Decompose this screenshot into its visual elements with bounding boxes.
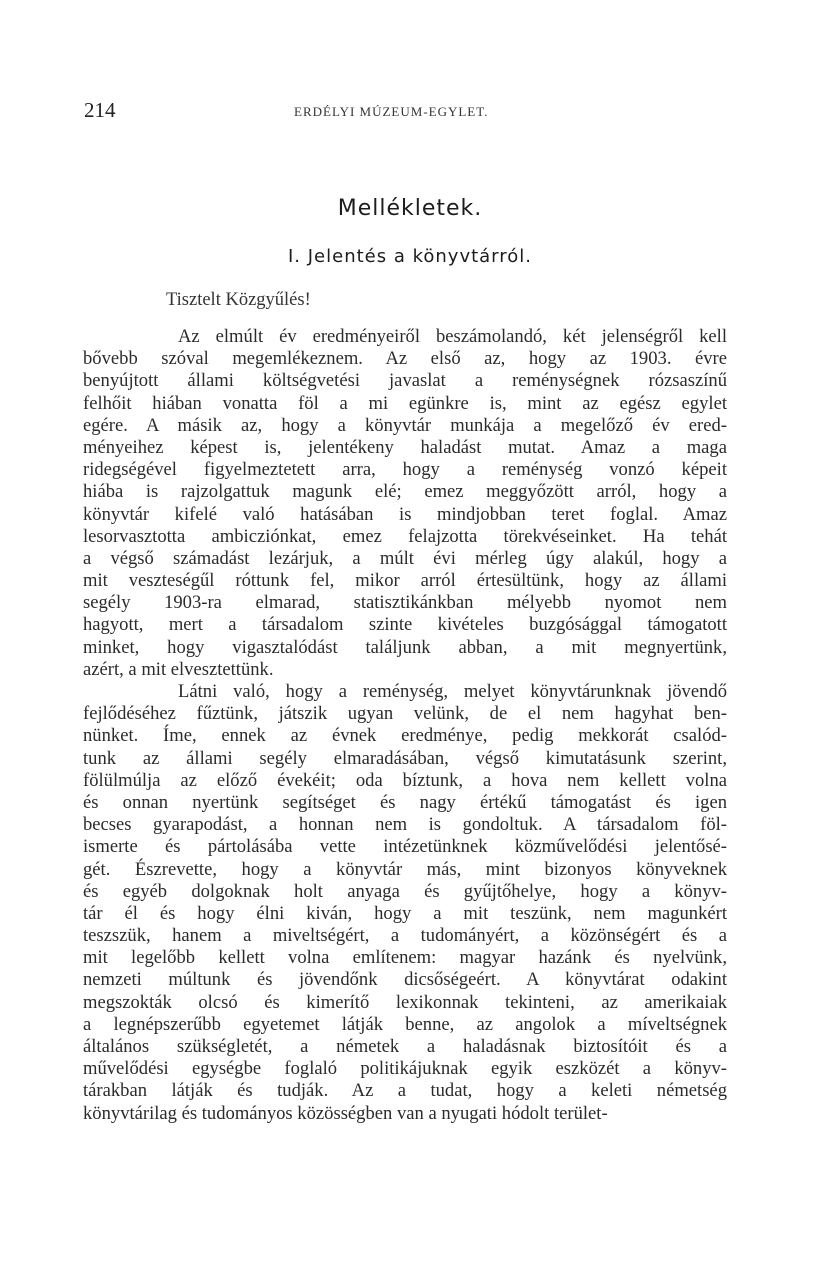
text-line: könyvtár kifelé való hatásában is mindjobban teret foglal. Amaz bbox=[83, 503, 727, 525]
text-line: segély 1903-ra elmarad, statisztikánkban mélyebb nyomot nem bbox=[83, 592, 727, 614]
text-line: becses gyarapodást, a honnan nem is gondoltuk. A társadalom föl- bbox=[83, 814, 727, 836]
text-line: ridegségével figyelmeztetett arra, hogy a reménység vonzó képeit bbox=[83, 459, 727, 481]
text-line: ményeihez képest is, jelentékeny haladást mutat. Amaz a maga bbox=[83, 436, 727, 458]
text-line: nemzeti múltunk és jövendőnk dicsőségeért. A könyvtárat odakint bbox=[83, 969, 727, 991]
text-line: általános szükségletét, a németek a haladásnak biztosítóit és a bbox=[83, 1036, 727, 1057]
text-line: bővebb szóval megemlékeznem. Az első az, hogy az 1903. évre bbox=[83, 348, 727, 370]
text-line: és onnan nyertünk segítséget és nagy értékű támogatást és igen bbox=[83, 791, 727, 813]
text-line: tunk az állami segély elmaradásában, végső kimutatásunk szerint, bbox=[83, 747, 727, 769]
text-line: a legnépszerűbb egyetemet látják benne, az angolok a míveltségnek bbox=[83, 1013, 727, 1035]
text-line: benyújtott állami költségvetési javaslat a reménységnek rózsaszínű bbox=[83, 370, 727, 392]
text-line: Látni való, hogy a reménység, melyet könyvtárunknak jövendő bbox=[178, 681, 727, 702]
text-line: tárakban látják és tudják. Az a tudat, hogy a keleti németség bbox=[83, 1080, 727, 1102]
text-line: azért, a mit elvesztettünk. bbox=[83, 658, 274, 680]
text-line: fölülmúlja az előző évekéit; oda bíztunk, a hova nem kellett volna bbox=[83, 769, 727, 791]
text-line: egére. A másik az, hogy a könyvtár munkája a megelőző év ered- bbox=[83, 414, 727, 436]
text-line: hiába is rajzolgattuk magunk elé; emez meggyőzött arról, hogy a bbox=[83, 481, 727, 503]
text-line: mit legelőbb kellett volna említenem: magyar hazánk és nyelvünk, bbox=[83, 947, 727, 969]
text-line: művelődési egységbe foglaló politikájuknak egyik eszközét a könyv- bbox=[83, 1058, 727, 1080]
text-line: fejlődéséhez fűztünk, játszik ugyan velünk, de el nem hagyhat ben- bbox=[83, 703, 727, 725]
text-line: teszszük, hanem a miveltségért, a tudományért, a közönségért és a bbox=[83, 925, 727, 947]
text-line: nünket. Íme, ennek az évnek eredménye, pedig mekkorát csalód- bbox=[83, 725, 727, 747]
page-number: 214 bbox=[84, 98, 116, 122]
text-line: Az elmúlt év eredményeiről beszámolandó, két jelenségről kell bbox=[178, 326, 727, 347]
text-line: lesorvasztotta ambicziónkat, emez felajzotta törekvéseinket. Ha tehát bbox=[83, 525, 727, 547]
section-title: Mellékletek. bbox=[337, 196, 483, 221]
text-line: ismerte és pártolásába vette intézetünknek közművelődési jelentősé- bbox=[83, 836, 727, 858]
text-line: felhőit hiában vonatta föl a mi egünkre is, mint az egész egylet bbox=[83, 392, 727, 414]
text-line: és egyéb dolgoknak holt anyaga és gyűjtőhelye, hogy a könyv- bbox=[83, 880, 727, 902]
running-header: ERDÉLYI MÚZEUM-EGYLET. bbox=[294, 104, 489, 119]
text-line: a végső számadást lezárjuk, a múlt évi mérleg úgy alakúl, hogy a bbox=[83, 547, 727, 569]
text-line: tár él és hogy élni kiván, hogy a mit teszünk, nem magunkért bbox=[83, 902, 727, 924]
subsection-title: I. Jelentés a könyvtárról. bbox=[287, 246, 533, 267]
text-line: könyvtárilag és tudományos közösségben van a nyugati hódolt terület- bbox=[83, 1102, 608, 1124]
text-line: minket, hogy vigasztalódást találjunk abban, a mit megnyertünk, bbox=[83, 636, 727, 658]
text-line: hagyott, mert a társadalom szinte kivételes buzgósággal támogatott bbox=[83, 614, 727, 636]
text-line: megszokták olcsó és kimerítő lexikonnak tekinteni, az amerikaiak bbox=[83, 991, 727, 1013]
text-line: gét. Észrevette, hogy a könyvtár más, mint bizonyos könyveknek bbox=[83, 858, 727, 880]
text-line: mit veszteségűl róttunk fel, mikor arról értesültünk, hogy az állami bbox=[83, 570, 727, 592]
salutation: Tisztelt Közgyűlés! bbox=[166, 290, 311, 310]
body-text bbox=[83, 326, 727, 1125]
